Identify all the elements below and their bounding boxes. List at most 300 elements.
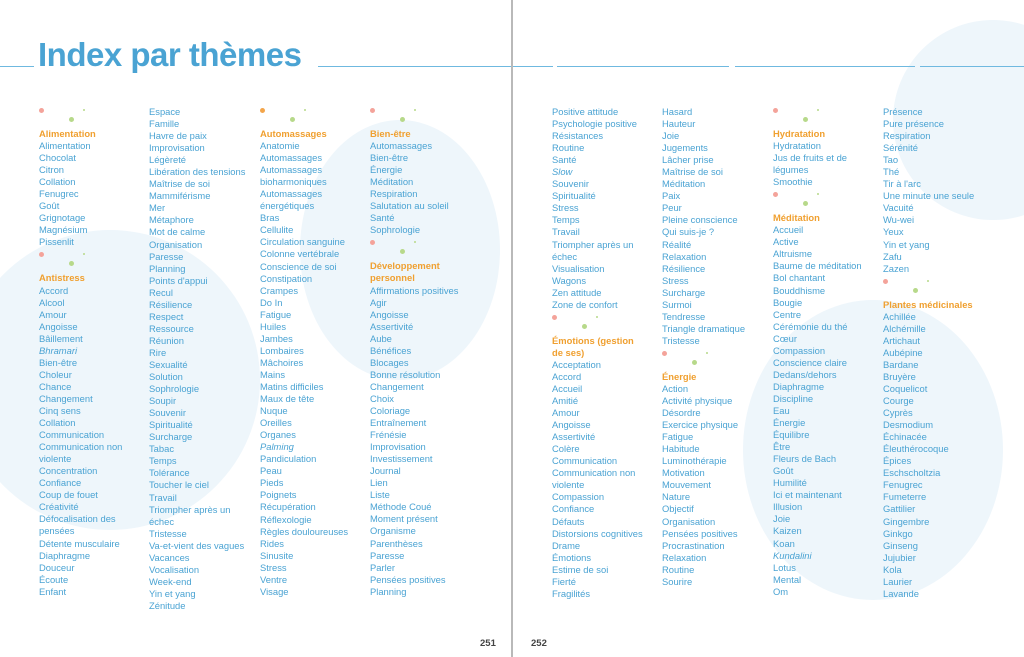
index-entry: Journal (370, 465, 401, 477)
index-entry: Bénéfices (370, 344, 412, 356)
index-entry: Investissement (370, 453, 433, 465)
index-entry: Angoisse (552, 419, 591, 431)
index-entry: Recul (149, 286, 173, 298)
index-entry: Accord (39, 284, 69, 296)
index-entry: Collation (39, 176, 76, 188)
index-entry: Fragilités (552, 587, 591, 599)
index-entry: Chocolat (39, 152, 77, 164)
index-entry: légumes (773, 164, 809, 176)
decorative-dot (913, 288, 918, 293)
index-entry: Citron (39, 164, 65, 176)
index-entry: Discipline (773, 392, 814, 404)
index-entry: Wu-wei (883, 214, 915, 226)
index-entry: Yin et yang (883, 238, 930, 250)
index-entry: Règles douloureuses (260, 525, 349, 537)
decorative-dot (414, 109, 416, 111)
index-entry: Conscience de soi (260, 260, 337, 272)
index-entry: Écoute (39, 573, 69, 585)
index-entry: Confiance (552, 503, 595, 515)
index-entry: Action (662, 382, 689, 394)
index-entry: Mâchoires (260, 356, 304, 368)
index-entry: Concentration (39, 465, 98, 477)
index-entry: Zazen (883, 262, 910, 274)
index-entry: Hydratation (773, 140, 821, 152)
decorative-dot (304, 109, 306, 111)
index-entry: Baume de méditation (773, 260, 862, 272)
index-entry: Smoothie (773, 176, 813, 188)
index-entry: Organes (260, 429, 296, 441)
index-entry: Anatomie (260, 140, 300, 152)
index-entry: Bol chantant (773, 272, 826, 284)
title-rule-right (318, 66, 511, 67)
index-entry: Bardane (883, 358, 919, 370)
index-entry: Motivation (662, 467, 705, 479)
index-entry: Sophrologie (370, 224, 421, 236)
index-entry: Active (773, 236, 799, 248)
index-entry: Triompher après un (552, 238, 634, 250)
decorative-dot (370, 240, 375, 245)
index-entry: Zen attitude (552, 286, 602, 298)
index-entry: Mouvement (662, 479, 711, 491)
index-entry: Pensées positives (370, 573, 446, 585)
index-column (149, 106, 245, 612)
index-entry: Métaphore (149, 214, 194, 226)
index-entry: Être (773, 441, 791, 453)
index-entry: Maîtrise de soi (662, 166, 723, 178)
index-entry: Respiration (370, 188, 418, 200)
index-entry: Résilience (662, 262, 706, 274)
index-entry: Constipation (260, 272, 313, 284)
index-entry: Assertivité (552, 431, 596, 443)
index-entry: Improvisation (149, 142, 205, 154)
index-entry: Achillée (883, 310, 916, 322)
index-entry: Cœur (773, 332, 797, 344)
index-entry: Équilibre (773, 429, 810, 441)
index-entry: Stress (662, 274, 689, 286)
index-entry: Pieds (260, 477, 284, 489)
section-dots-decoration (552, 311, 643, 335)
index-column (773, 104, 862, 598)
index-section-heading: Automassages (260, 128, 327, 139)
index-entry: Fatigue (662, 431, 694, 443)
index-entry: Paix (662, 190, 681, 202)
index-entry: Week-end (149, 575, 192, 587)
index-entry: Tir à l'arc (883, 178, 921, 190)
decorative-dot (260, 108, 265, 113)
index-entry: Zafu (883, 250, 902, 262)
section-dots-decoration (773, 104, 862, 128)
index-entry: Goût (773, 465, 794, 477)
index-entry: Organisation (149, 238, 203, 250)
index-entry: Compassion (773, 344, 826, 356)
index-entry: Agir (370, 296, 387, 308)
index-entry: Laurier (883, 575, 913, 587)
index-entry: Accueil (552, 382, 583, 394)
index-entry: Accord (552, 370, 582, 382)
index-entry: Bien-être (370, 152, 409, 164)
index-entry: Alchémille (883, 322, 926, 334)
decorative-dot (400, 117, 405, 122)
index-entry: Crampes (260, 284, 299, 296)
index-entry: Ici et maintenant (773, 489, 842, 501)
section-dots-decoration (662, 347, 745, 371)
decorative-dot (400, 249, 405, 254)
index-entry: Frénésie (370, 429, 407, 441)
index-entry: Sophrologie (149, 383, 200, 395)
index-entry: Résilience (149, 298, 193, 310)
index-entry: Jugements (662, 142, 708, 154)
decorative-dot (817, 193, 819, 195)
index-entry: Liste (370, 489, 390, 501)
decorative-dot (39, 108, 44, 113)
index-entry: Triangle dramatique (662, 322, 746, 334)
decorative-dot (662, 351, 667, 356)
index-entry: Compassion (552, 491, 605, 503)
index-entry: Vacuité (883, 202, 914, 214)
index-entry: Pleine conscience (662, 214, 738, 226)
index-entry: violente (552, 479, 585, 491)
index-entry: Kundalini (773, 549, 812, 561)
index-entry: Réunion (149, 334, 184, 346)
index-entry: Visualisation (552, 262, 605, 274)
index-entry: Amour (552, 407, 580, 419)
index-entry: Mental (773, 573, 802, 585)
index-column (662, 106, 745, 588)
index-entry: pensées (39, 525, 75, 537)
index-entry: Magnésium (39, 224, 88, 236)
page-title: Index par thèmes (38, 36, 302, 73)
index-entry: Fenugrec (883, 479, 923, 491)
index-entry: Toucher le ciel (149, 479, 209, 491)
index-entry: Hauteur (662, 118, 696, 130)
index-entry: Mot de calme (149, 226, 206, 238)
index-entry: Matins difficiles (260, 380, 324, 392)
index-entry: Ginseng (883, 539, 918, 551)
index-entry: Jujubier (883, 551, 916, 563)
index-entry: Eau (773, 404, 790, 416)
index-entry: Choix (370, 392, 394, 404)
index-entry: Réflexologie (260, 513, 312, 525)
index-entry: Visage (260, 585, 289, 597)
index-entry: Temps (552, 214, 580, 226)
index-entry: Bougie (773, 296, 803, 308)
index-entry: Bruyère (883, 370, 916, 382)
index-entry: Méthode Coué (370, 501, 432, 513)
index-entry: Présence (883, 106, 923, 117)
index-section-heading: Antistress (39, 272, 85, 284)
index-entry: Grignotage (39, 212, 86, 224)
index-entry: Nature (662, 491, 691, 503)
index-entry: Stress (260, 561, 287, 573)
index-entry: Santé (370, 212, 395, 224)
index-entry: Ventre (260, 573, 288, 585)
index-entry: Oreilles (260, 417, 292, 429)
index-entry: Yin et yang (149, 587, 196, 599)
index-entry: Automassages (260, 164, 323, 176)
index-entry: Lotus (773, 561, 796, 573)
index-entry: Triompher après un (149, 503, 231, 515)
index-entry: Automassages (260, 152, 323, 164)
index-entry: Objectif (662, 503, 694, 515)
index-entry: Mammiférisme (149, 190, 211, 202)
index-entry: Maîtrise de soi (149, 178, 210, 190)
index-entry: Palming (260, 441, 294, 453)
index-entry: échec (149, 515, 175, 527)
index-entry: Énergie (370, 164, 403, 176)
decorative-dot (692, 360, 697, 365)
index-entry: Chance (39, 380, 72, 392)
index-column (39, 104, 122, 598)
index-entry: Temps (149, 455, 177, 467)
index-entry: Entraînement (370, 417, 427, 429)
index-entry: Routine (662, 563, 695, 575)
index-column (883, 106, 974, 600)
right-page (513, 0, 1024, 657)
index-entry: Bhramari (39, 344, 78, 356)
index-entry: Pissenlit (39, 236, 74, 248)
index-entry: Dedans/dehors (773, 368, 837, 380)
index-entry: Humilité (773, 477, 807, 489)
index-entry: Changement (370, 380, 424, 392)
index-entry: Va-et-vient des vagues (149, 539, 245, 551)
index-entry: Surmoi (662, 298, 692, 310)
index-entry: Drame (552, 539, 581, 551)
index-entry: Procrastination (662, 539, 725, 551)
index-entry: Rire (149, 346, 167, 358)
index-entry: Lavande (883, 587, 919, 599)
index-entry: échec (552, 250, 578, 262)
index-entry: Respiration (883, 130, 931, 142)
index-entry: Automassages (260, 188, 323, 200)
index-entry: Peau (260, 465, 282, 477)
index-entry: Éleuthérocoque (883, 443, 949, 455)
index-entry: Défauts (552, 515, 585, 527)
decorative-dot (69, 261, 74, 266)
left-page (0, 0, 511, 657)
decorative-dot (370, 108, 375, 113)
index-entry: Coup de fouet (39, 489, 98, 501)
index-column (552, 106, 643, 600)
index-entry: Sourire (662, 575, 693, 587)
index-entry: violente (39, 453, 72, 465)
index-entry: Surcharge (662, 286, 706, 298)
index-entry: Sinusite (260, 549, 294, 561)
index-entry: Fatigue (260, 308, 292, 320)
index-entry: Assertivité (370, 320, 414, 332)
index-entry: Moment présent (370, 513, 438, 525)
index-entry: Huiles (260, 320, 287, 332)
index-section-heading: Alimentation (39, 128, 96, 139)
index-entry: Désordre (662, 407, 701, 419)
section-dots-decoration (39, 248, 122, 272)
decorative-dot (596, 316, 598, 318)
index-entry: Artichaut (883, 334, 920, 346)
index-entry: Aube (370, 332, 392, 344)
index-entry: Estime de soi (552, 563, 609, 575)
section-dots-decoration (883, 275, 974, 299)
index-entry: Angoisse (370, 308, 409, 320)
index-entry: Accueil (773, 224, 804, 236)
index-entry: Circulation sanguine (260, 236, 345, 248)
index-entry: Amitié (552, 395, 579, 407)
index-entry: Routine (552, 142, 585, 154)
index-entry: Pensées positives (662, 527, 738, 539)
index-entry: Courge (883, 395, 914, 407)
index-entry: Blocages (370, 356, 409, 368)
index-entry: Respect (149, 310, 184, 322)
index-entry: Confiance (39, 477, 82, 489)
index-entry: Parler (370, 561, 396, 573)
index-entry: Pandiculation (260, 453, 317, 465)
index-entry: Défocalisation des (39, 513, 116, 525)
index-entry: Points d'appui (149, 274, 208, 286)
index-entry: Exercice physique (662, 419, 739, 431)
index-entry: Cellulite (260, 224, 294, 236)
index-entry: Improvisation (370, 441, 426, 453)
index-entry: Stress (552, 202, 579, 214)
index-entry: Ressource (149, 322, 194, 334)
index-entry: énergétiques (260, 200, 315, 212)
section-dots-decoration (773, 188, 862, 212)
index-entry: Organisme (370, 525, 416, 537)
index-entry: Zone de confort (552, 298, 618, 310)
index-entry: Travail (149, 491, 177, 503)
index-entry: Mer (149, 202, 166, 214)
index-entry: Jambes (260, 332, 293, 344)
index-entry: Tristesse (149, 527, 187, 539)
index-entry: Énergie (773, 417, 806, 429)
index-entry: Créativité (39, 501, 79, 513)
index-entry: Kaizen (773, 525, 802, 537)
index-entry: Om (773, 585, 789, 597)
index-entry: Activité physique (662, 395, 733, 407)
index-entry: Communication (39, 429, 105, 441)
index-entry: Communication non (39, 441, 123, 453)
index-entry: Organisation (662, 515, 716, 527)
index-entry: Altruisme (773, 248, 813, 260)
index-section-heading: Plantes médicinales (883, 298, 973, 310)
index-entry: Tendresse (662, 310, 706, 322)
index-entry: Cérémonie du thé (773, 320, 848, 332)
index-entry: Amour (39, 308, 67, 320)
index-entry: Cyprès (883, 407, 913, 419)
index-entry: Communication non (552, 467, 636, 479)
index-entry: Tolérance (149, 467, 190, 479)
index-entry: Soupir (149, 395, 177, 407)
index-entry: Alimentation (39, 140, 91, 152)
index-section-heading: de ses) (552, 346, 585, 358)
index-entry: Travail (552, 226, 580, 238)
decorative-dot (817, 109, 819, 111)
index-entry: Paresse (149, 250, 184, 262)
index-entry: Coloriage (370, 404, 411, 416)
index-entry: Communication (552, 455, 618, 467)
index-entry: Automassages (370, 140, 433, 152)
index-entry: Sexualité (149, 358, 188, 370)
section-dots-decoration (370, 104, 458, 128)
index-entry: Résistances (552, 130, 604, 142)
index-entry: Bras (260, 212, 280, 224)
index-entry: Planning (149, 262, 186, 274)
index-section-heading: Hydratation (773, 128, 826, 139)
index-entry: Solution (149, 371, 183, 383)
index-entry: Choleur (39, 368, 72, 380)
index-entry: Eschscholtzia (883, 467, 941, 479)
index-entry: Libération des tensions (149, 166, 246, 178)
decorative-dot (927, 280, 929, 282)
index-entry: Méditation (370, 176, 414, 188)
index-entry: Tao (883, 154, 899, 166)
decorative-dot (883, 279, 888, 284)
index-entry: Fleurs de Bach (773, 453, 837, 465)
index-entry: Salutation au soleil (370, 200, 449, 212)
index-entry: Alcool (39, 296, 65, 308)
index-entry: Planning (370, 585, 407, 597)
index-entry: Espace (149, 106, 181, 117)
index-entry: Une minute une seule (883, 190, 975, 202)
index-section-heading: Énergie (662, 370, 697, 382)
index-entry: Enfant (39, 585, 67, 597)
index-entry: Paresse (370, 549, 405, 561)
index-entry: Coquelicot (883, 382, 928, 394)
index-entry: bioharmoniques (260, 176, 327, 188)
index-entry: Maux de tête (260, 393, 315, 405)
index-entry: Nuque (260, 405, 288, 417)
decorative-dot (582, 324, 587, 329)
title-rule (557, 66, 729, 67)
index-entry: Échinacée (883, 431, 927, 443)
decorative-dot (83, 109, 85, 111)
index-entry: Illusion (773, 501, 803, 513)
decorative-dot (39, 252, 44, 257)
index-entry: Do In (260, 296, 283, 308)
index-entry: Vocalisation (149, 563, 200, 575)
index-entry: Goût (39, 200, 60, 212)
index-entry: Souvenir (552, 178, 590, 190)
decorative-dot (706, 352, 708, 354)
index-entry: Tabac (149, 443, 175, 455)
index-entry: Hasard (662, 106, 693, 117)
index-entry: Changement (39, 392, 93, 404)
index-entry: Famille (149, 118, 180, 130)
index-entry: Surcharge (149, 431, 193, 443)
index-entry: Affirmations positives (370, 284, 459, 296)
index-entry: Desmodium (883, 419, 934, 431)
index-section-heading: Méditation (773, 212, 820, 224)
index-entry: Douceur (39, 561, 75, 573)
index-entry: Sérénité (883, 142, 918, 154)
index-section-heading: Bien-être (370, 128, 411, 139)
index-entry: Émotions (552, 551, 592, 563)
index-entry: Habitude (662, 443, 700, 455)
decorative-dot (773, 108, 778, 113)
index-entry: Lâcher prise (662, 154, 714, 166)
page-number: 251 (480, 638, 496, 649)
index-entry: Havre de paix (149, 130, 207, 142)
index-entry: Relaxation (662, 250, 707, 262)
index-entry: Colère (552, 443, 580, 455)
index-entry: Récupération (260, 501, 316, 513)
index-entry: Tristesse (662, 334, 700, 346)
index-entry: Diaphragme (773, 380, 825, 392)
index-entry: Lombaires (260, 344, 304, 356)
index-entry: Kola (883, 563, 902, 575)
index-entry: Réalité (662, 238, 692, 250)
index-entry: Slow (552, 166, 573, 178)
index-entry: Aubépine (883, 346, 923, 358)
index-entry: Cinq sens (39, 404, 81, 416)
title-rule (920, 66, 1024, 67)
